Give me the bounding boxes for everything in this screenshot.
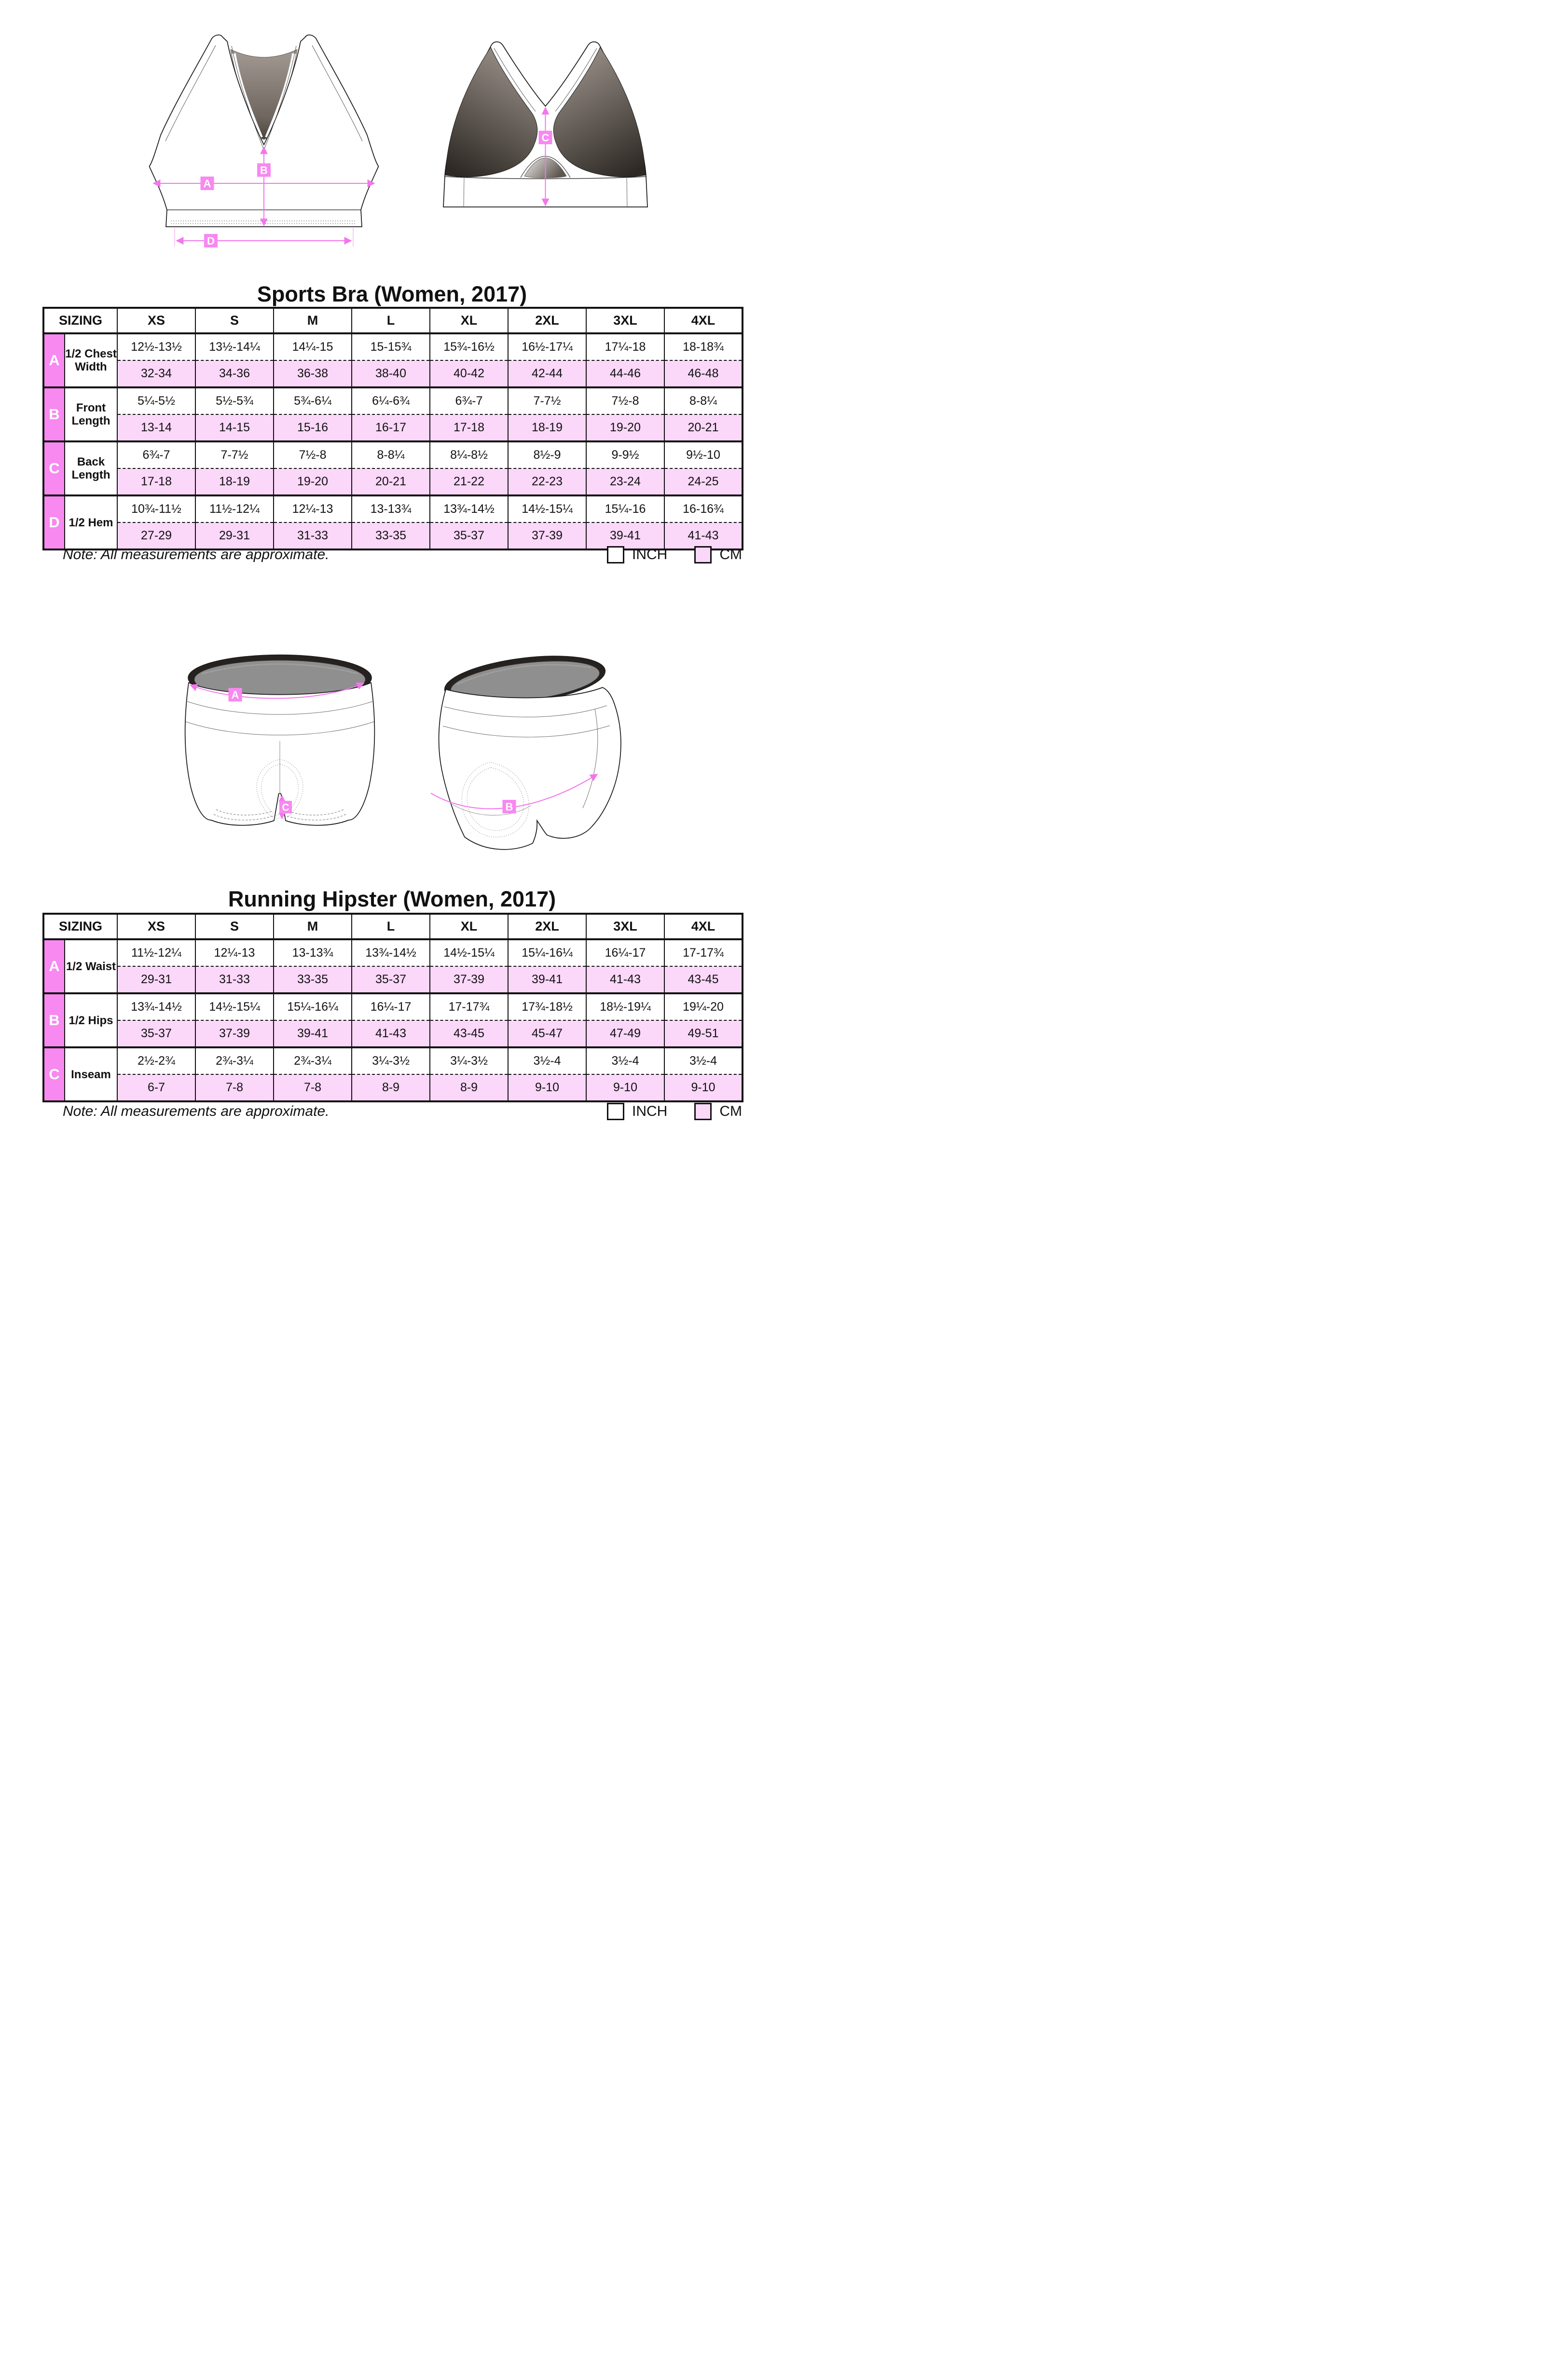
row-letter-cell: B <box>43 993 65 1047</box>
cm-value-cell: 42-44 <box>508 360 586 387</box>
cm-value-cell: 35-37 <box>430 522 508 549</box>
cm-value-cell: 7-8 <box>195 1074 274 1101</box>
cm-value-cell: 38-40 <box>352 360 430 387</box>
inch-value-cell: 7-7½ <box>195 441 274 468</box>
inch-value-cell: 3½-4 <box>586 1047 664 1074</box>
cm-value-cell: 24-25 <box>664 468 743 495</box>
section2-title: Running Hipster (Women, 2017) <box>228 887 556 911</box>
measurement-label-d <box>204 234 218 247</box>
cm-value-cell: 13-14 <box>117 414 195 441</box>
inch-value-cell: 10¾-11½ <box>117 495 195 522</box>
inch-value-cell: 9-9½ <box>586 441 664 468</box>
cm-value-cell: 15-16 <box>274 414 352 441</box>
sizing-table <box>42 913 743 1102</box>
inch-value-cell: 14½-15¼ <box>195 993 274 1020</box>
sports-bra-front-diagram <box>138 31 389 251</box>
cm-value-cell: 31-33 <box>195 966 274 993</box>
inch-value-cell: 7½-8 <box>274 441 352 468</box>
row-letter-cell: A <box>43 333 65 387</box>
cm-value-cell: 39-41 <box>508 966 586 993</box>
cm-value-cell: 35-37 <box>352 966 430 993</box>
cm-value-cell: 16-17 <box>352 414 430 441</box>
inch-value-cell: 13¾-14½ <box>117 993 195 1020</box>
cm-value-cell: 37-39 <box>430 966 508 993</box>
cm-value-cell: 17-18 <box>117 468 195 495</box>
size-column-header: XS <box>117 914 195 939</box>
cm-value-cell: 43-45 <box>664 966 743 993</box>
size-column-header: L <box>352 914 430 939</box>
cm-value-cell: 43-45 <box>430 1020 508 1047</box>
cm-value-cell: 41-43 <box>586 966 664 993</box>
running-hipster-front-diagram <box>166 651 393 839</box>
inch-value-cell: 13½-14¼ <box>195 333 274 360</box>
cm-value-cell: 20-21 <box>352 468 430 495</box>
cm-value-cell: 32-34 <box>117 360 195 387</box>
svg-text:A: A <box>203 178 211 190</box>
svg-text:D: D <box>207 235 215 247</box>
cm-value-cell: 27-29 <box>117 522 195 549</box>
cm-value-cell: 17-18 <box>430 414 508 441</box>
row-letter-cell: C <box>43 1047 65 1101</box>
cm-value-cell: 20-21 <box>664 414 743 441</box>
bra-back-right-wing <box>553 47 646 177</box>
cm-value-cell: 7-8 <box>274 1074 352 1101</box>
inch-value-cell: 8-8¼ <box>664 387 743 414</box>
cm-value-cell: 33-35 <box>352 522 430 549</box>
cm-label: CM <box>719 1103 742 1119</box>
inch-value-cell: 16¼-17 <box>352 993 430 1020</box>
inch-value-cell: 7½-8 <box>586 387 664 414</box>
cm-value-cell: 49-51 <box>664 1020 743 1047</box>
svg-text:A: A <box>231 689 239 701</box>
cm-value-cell: 29-31 <box>117 966 195 993</box>
size-column-header: S <box>195 308 274 333</box>
unit-legend <box>607 546 742 563</box>
sizing-header: SIZING <box>43 914 117 939</box>
row-label-cell: Inseam <box>65 1047 117 1101</box>
sizing-header: SIZING <box>43 308 117 333</box>
measurement-d-guides <box>175 228 353 247</box>
cm-value-cell: 33-35 <box>274 966 352 993</box>
inch-value-cell: 8¼-8½ <box>430 441 508 468</box>
inch-value-cell: 15¾-16½ <box>430 333 508 360</box>
sizing-table <box>42 307 743 550</box>
cm-value-cell: 8-9 <box>352 1074 430 1101</box>
size-column-header: 3XL <box>586 308 664 333</box>
row-label-cell: Back Length <box>65 441 117 495</box>
note-text: Note: All measurements are approximate. <box>63 1103 330 1119</box>
section1-title: Sports Bra (Women, 2017) <box>257 282 527 306</box>
inch-value-cell: 9½-10 <box>664 441 743 468</box>
inch-value-cell: 8-8¼ <box>352 441 430 468</box>
cm-value-cell: 37-39 <box>195 1020 274 1047</box>
inch-value-cell: 16-16¾ <box>664 495 743 522</box>
cm-value-cell: 6-7 <box>117 1074 195 1101</box>
size-column-header: 3XL <box>586 914 664 939</box>
inch-value-cell: 8½-9 <box>508 441 586 468</box>
inch-swatch <box>607 546 624 563</box>
row-label-cell: 1/2 Hem <box>65 495 117 549</box>
running-hipster-size-table <box>42 913 742 1102</box>
inch-value-cell: 17¼-18 <box>586 333 664 360</box>
cm-value-cell: 21-22 <box>430 468 508 495</box>
inch-value-cell: 13-13¾ <box>352 495 430 522</box>
cm-value-cell: 29-31 <box>195 522 274 549</box>
row-letter-cell: D <box>43 495 65 549</box>
cm-value-cell: 39-41 <box>586 522 664 549</box>
inch-value-cell: 16¼-17 <box>586 939 664 966</box>
inch-value-cell: 6¾-7 <box>430 387 508 414</box>
measurement-label-b <box>257 164 271 177</box>
cm-value-cell: 8-9 <box>430 1074 508 1101</box>
svg-text:C: C <box>282 802 289 813</box>
note-row-2 <box>42 1103 742 1120</box>
inch-value-cell: 16½-17¼ <box>508 333 586 360</box>
bra-back-left-wing <box>445 47 537 177</box>
size-column-header: M <box>274 914 352 939</box>
svg-text:B: B <box>260 164 268 177</box>
size-column-header: M <box>274 308 352 333</box>
cm-swatch <box>694 1103 712 1120</box>
inch-value-cell: 3¼-3½ <box>352 1047 430 1074</box>
size-column-header: 2XL <box>508 308 586 333</box>
row-label-cell: 1/2 Chest Width <box>65 333 117 387</box>
size-column-header: 2XL <box>508 914 586 939</box>
inch-value-cell: 2½-2¾ <box>117 1047 195 1074</box>
note-text: Note: All measurements are approximate. <box>63 547 330 563</box>
inch-value-cell: 17¾-18½ <box>508 993 586 1020</box>
inch-label: INCH <box>632 1103 668 1119</box>
size-column-header: L <box>352 308 430 333</box>
inch-value-cell: 17-17¾ <box>664 939 743 966</box>
measurement-label-b <box>503 800 516 813</box>
sports-bra-back-diagram <box>428 34 662 212</box>
cm-value-cell: 45-47 <box>508 1020 586 1047</box>
measurement-label-a <box>201 177 214 190</box>
cm-value-cell: 14-15 <box>195 414 274 441</box>
cm-label: CM <box>719 547 742 563</box>
cm-value-cell: 9-10 <box>508 1074 586 1101</box>
cm-swatch <box>694 546 712 563</box>
inch-value-cell: 11½-12¼ <box>195 495 274 522</box>
size-chart-page <box>0 0 784 1187</box>
row-letter-cell: A <box>43 939 65 993</box>
inch-value-cell: 6¼-6¾ <box>352 387 430 414</box>
size-column-header: XL <box>430 308 508 333</box>
inch-value-cell: 2¾-3¼ <box>274 1047 352 1074</box>
inch-swatch <box>607 1103 624 1120</box>
size-column-header: 4XL <box>664 914 743 939</box>
size-column-header: XL <box>430 914 508 939</box>
inch-value-cell: 5¼-5½ <box>117 387 195 414</box>
cm-value-cell: 40-42 <box>430 360 508 387</box>
cm-value-cell: 37-39 <box>508 522 586 549</box>
note-row-1 <box>42 546 742 563</box>
cm-value-cell: 31-33 <box>274 522 352 549</box>
size-column-header: XS <box>117 308 195 333</box>
cm-value-cell: 19-20 <box>586 414 664 441</box>
row-letter-cell: C <box>43 441 65 495</box>
inch-value-cell: 15¼-16¼ <box>508 939 586 966</box>
inch-value-cell: 12½-13½ <box>117 333 195 360</box>
inch-value-cell: 19¼-20 <box>664 993 743 1020</box>
inch-value-cell: 14¼-15 <box>274 333 352 360</box>
inch-value-cell: 3¼-3½ <box>430 1047 508 1074</box>
inch-value-cell: 18-18¾ <box>664 333 743 360</box>
inch-value-cell: 12¼-13 <box>274 495 352 522</box>
inch-value-cell: 15-15¾ <box>352 333 430 360</box>
inch-value-cell: 13¾-14½ <box>430 495 508 522</box>
size-column-header: 4XL <box>664 308 743 333</box>
cm-value-cell: 19-20 <box>274 468 352 495</box>
inch-value-cell: 11½-12¼ <box>117 939 195 966</box>
row-label-cell: 1/2 Waist <box>65 939 117 993</box>
cm-value-cell: 41-43 <box>352 1020 430 1047</box>
sports-bra-size-table <box>42 307 742 550</box>
inch-value-cell: 17-17¾ <box>430 993 508 1020</box>
cm-value-cell: 22-23 <box>508 468 586 495</box>
inch-value-cell: 12¼-13 <box>195 939 274 966</box>
cm-value-cell: 23-24 <box>586 468 664 495</box>
row-label-cell: Front Length <box>65 387 117 441</box>
cm-value-cell: 41-43 <box>664 522 743 549</box>
svg-text:B: B <box>505 801 513 813</box>
inch-label: INCH <box>632 547 668 563</box>
cm-value-cell: 39-41 <box>274 1020 352 1047</box>
inch-value-cell: 3½-4 <box>508 1047 586 1074</box>
size-column-header: S <box>195 914 274 939</box>
inch-value-cell: 18½-19¼ <box>586 993 664 1020</box>
running-hipster-back-diagram <box>428 649 624 861</box>
inch-value-cell: 15¼-16¼ <box>274 993 352 1020</box>
cm-value-cell: 35-37 <box>117 1020 195 1047</box>
cm-value-cell: 36-38 <box>274 360 352 387</box>
unit-legend <box>607 1103 742 1120</box>
inch-value-cell: 7-7½ <box>508 387 586 414</box>
inch-value-cell: 14½-15¼ <box>430 939 508 966</box>
svg-text:C: C <box>541 132 550 144</box>
measurement-label-a <box>229 688 242 701</box>
inch-value-cell: 5½-5¾ <box>195 387 274 414</box>
inch-value-cell: 5¾-6¼ <box>274 387 352 414</box>
cm-value-cell: 44-46 <box>586 360 664 387</box>
cm-value-cell: 18-19 <box>195 468 274 495</box>
cm-value-cell: 9-10 <box>664 1074 743 1101</box>
inch-value-cell: 2¾-3¼ <box>195 1047 274 1074</box>
cm-value-cell: 9-10 <box>586 1074 664 1101</box>
inch-value-cell: 3½-4 <box>664 1047 743 1074</box>
cm-value-cell: 18-19 <box>508 414 586 441</box>
inch-value-cell: 6¾-7 <box>117 441 195 468</box>
inch-value-cell: 14½-15¼ <box>508 495 586 522</box>
cm-value-cell: 34-36 <box>195 360 274 387</box>
measurement-label-c <box>539 131 552 144</box>
cm-value-cell: 47-49 <box>586 1020 664 1047</box>
cm-value-cell: 46-48 <box>664 360 743 387</box>
row-letter-cell: B <box>43 387 65 441</box>
measurement-label-c <box>279 801 292 813</box>
row-label-cell: 1/2 Hips <box>65 993 117 1047</box>
inch-value-cell: 13¾-14½ <box>352 939 430 966</box>
inch-value-cell: 15¼-16 <box>586 495 664 522</box>
inch-value-cell: 13-13¾ <box>274 939 352 966</box>
